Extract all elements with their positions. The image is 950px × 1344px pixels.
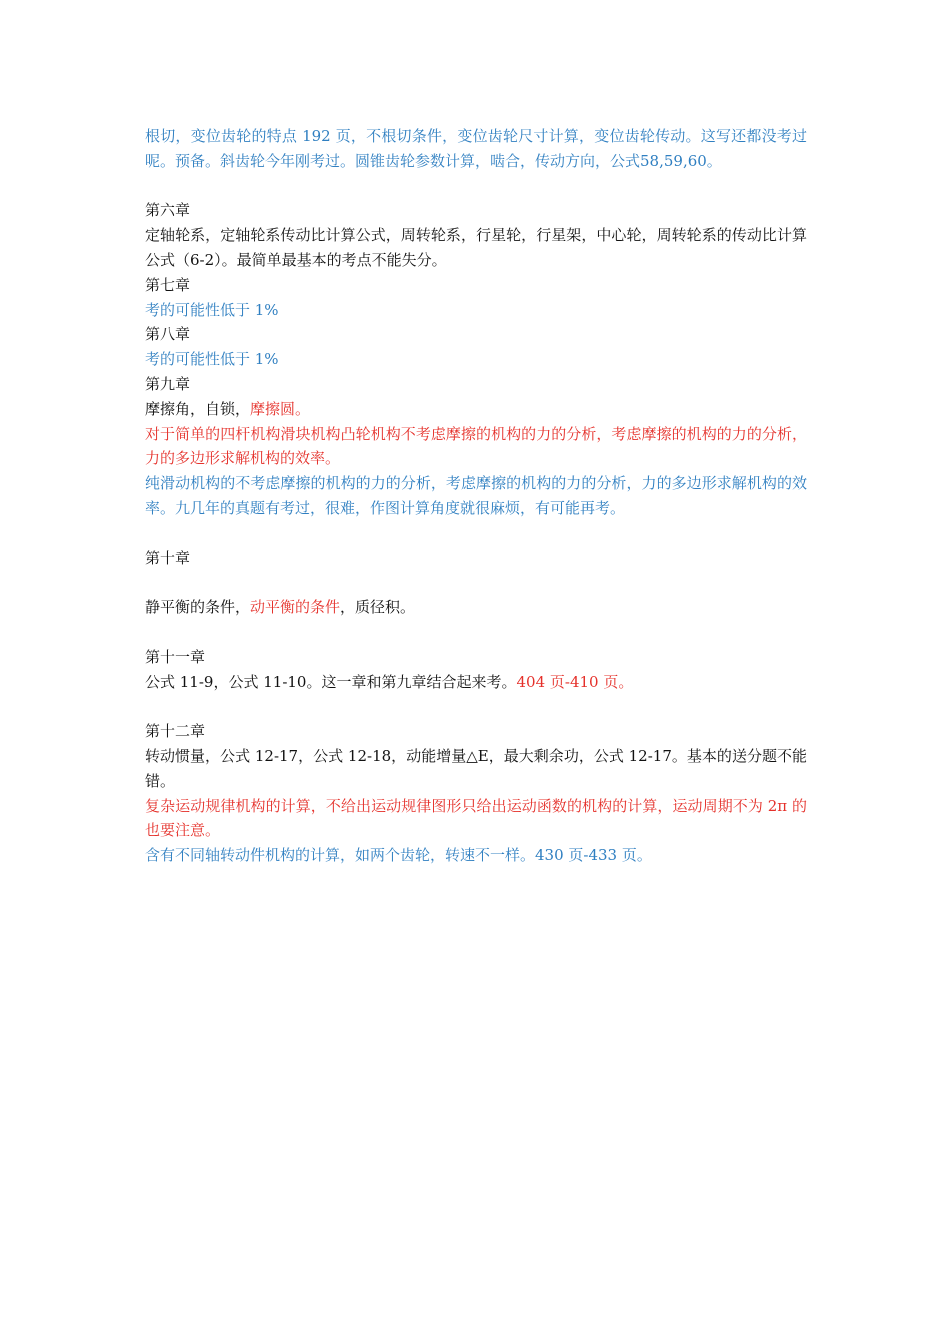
blank-line (145, 174, 807, 199)
blank-line (145, 620, 807, 645)
chapter-9-line1 (145, 397, 807, 422)
chapter-10-title: 第十章 (145, 548, 191, 567)
chapter-11-title: 第十一章 (145, 647, 206, 666)
chapter-7-body: 考的可能性低于 1% (145, 300, 279, 319)
chapter-12-red-paragraph: 复杂运动规律机构的计算，不给出运动规律图形只给出运动函数的机构的计算，运动周期不为 2π 的也要注意。 (145, 796, 807, 840)
chapter-10-dynamic-balance: 动平衡的条件 (250, 598, 341, 617)
blank-line (145, 570, 807, 595)
chapter-8-title: 第八章 (145, 325, 191, 344)
chapter-9-red-paragraph: 对于简单的四杆机构滑块机构凸轮机构不考虑摩擦的机构的力的分析，考虑摩擦的机构的力的分析，力的多边形求解机构的效率。 (145, 424, 807, 468)
chapter-8-body: 考的可能性低于 1% (145, 350, 279, 369)
chapter-6-body: 定轴轮系，定轴轮系传动比计算公式，周转轮系，行星轮，行星架，中心轮，周转轮系的传动比计算公式（6-2）。最简单最基本的考点不能失分。 (145, 226, 807, 269)
chapter-10-static-balance: 静平衡的条件， (145, 598, 251, 617)
chapter-11-formulas: 公式 11-9，公式 11-10。这一章和第九章结合起来考。 (145, 672, 517, 691)
chapter-9-line1-text: 摩擦角，自锁， (145, 399, 251, 418)
blank-line (145, 694, 807, 719)
chapter-9-friction-circle: 摩擦圆。 (250, 399, 311, 418)
chapter-10-body (145, 595, 807, 620)
chapter-6-title: 第六章 (145, 201, 191, 220)
chapter-12-body: 转动惯量，公式 12-17，公式 12-18，动能增量△E，最大剩余功，公式 12-17。基本的送分题不能错。 (145, 746, 807, 790)
chapter-11-pages: 404 页-410 页。 (516, 672, 634, 691)
chapter-7-title: 第七章 (145, 275, 191, 294)
gear-notes-paragraph: 根切，变位齿轮的特点 192 页，不根切条件，变位齿轮尺寸计算，变位齿轮传动。这写还都没考过呢。预备。斜齿轮今年刚考过。圆锥齿轮参数计算，啮合，传动方向，公式58,59,60。 (145, 127, 807, 170)
chapter-9-blue-paragraph: 纯滑动机构的不考虑摩擦的机构的力的分析，考虑摩擦的机构的力的分析，力的多边形求解机构的效率。九几年的真题有考过，很难，作图计算角度就很麻烦，有可能再考。 (145, 474, 807, 517)
chapter-11-body (145, 670, 807, 695)
blank-line (145, 521, 807, 546)
chapter-12-title: 第十二章 (145, 722, 206, 741)
chapter-9-title: 第九章 (145, 374, 191, 393)
document-page (145, 124, 807, 868)
chapter-12-blue-paragraph: 含有不同轴转动件机构的计算，如两个齿轮，转速不一样。430 页-433 页。 (145, 846, 652, 865)
chapter-10-tail: ，质径积。 (340, 598, 416, 617)
